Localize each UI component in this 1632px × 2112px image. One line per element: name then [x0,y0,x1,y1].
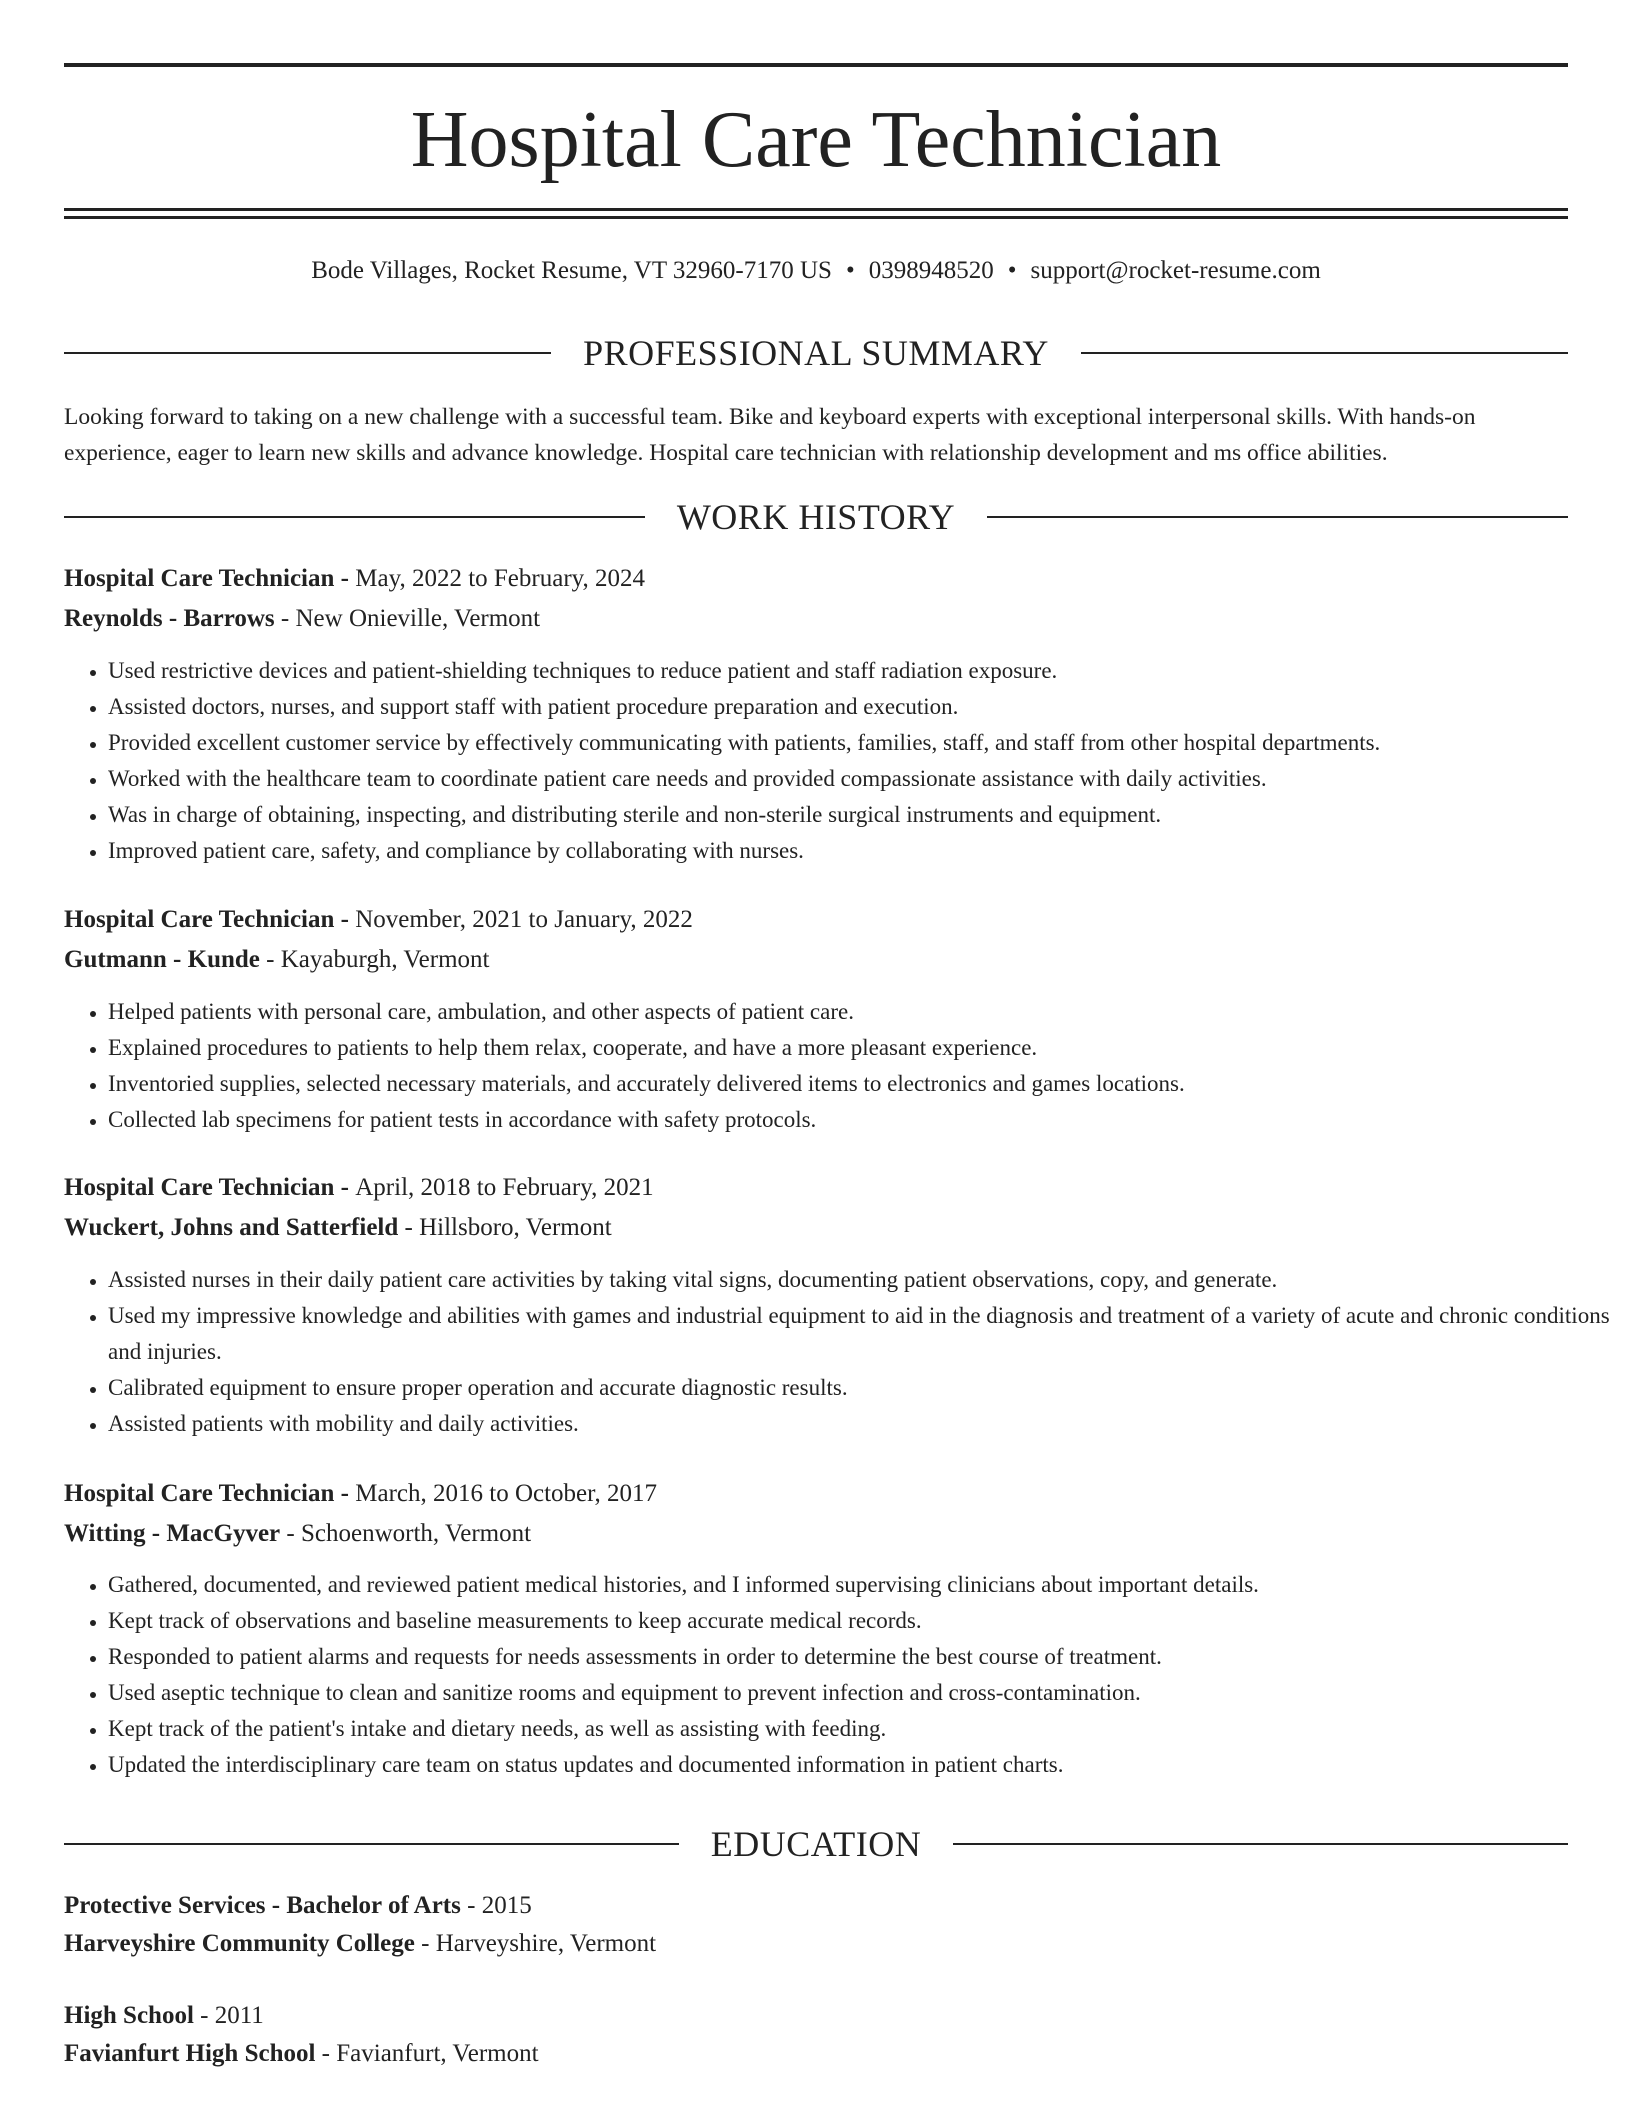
job-dates: May, 2022 to February, 2024 [355,565,646,592]
heading-rule-left [64,1843,679,1845]
job-company: Gutmann - Kunde [64,946,260,973]
list-item: • Assisted doctors, nurses, and support staff with patient procedure preparation and execution. [108,689,1612,725]
job-title-line: Hospital Care Technician - May, 2022 to February, 2024 [64,565,646,592]
job-title: Hospital Care Technician [64,1480,335,1507]
job-company-line: Reynolds - Barrows - New Onieville, Vermont [64,605,541,632]
job-company: Witting - MacGyver [64,1520,281,1547]
education-degree-line: Protective Services - Bachelor of Arts - 2015 [64,1892,532,1919]
list-item: • Assisted nurses in their daily patient care activities by taking vital signs, documenting patient observations, copy, and generate. [108,1262,1612,1298]
top-rule [64,63,1568,67]
contact-separator: • [845,257,855,284]
section-heading-education [64,1822,1568,1866]
contact-email: support@rocket-resume.com [1030,257,1321,284]
education-location: Harveyshire, Vermont [435,1930,657,1957]
list-item: • Worked with the healthcare team to coordinate patient care needs and provided compassionate assistance with daily activities. [108,761,1612,797]
list-item: • Collected lab specimens for patient tests in accordance with safety protocols. [108,1102,1612,1138]
job-dates: March, 2016 to October, 2017 [355,1480,657,1507]
education-degree-line: High School - 2011 [64,2002,264,2029]
list-item: • Helped patients with personal care, ambulation, and other aspects of patient care. [108,994,1612,1030]
education-school: Harveyshire Community College [64,1930,415,1957]
list-item: • Assisted patients with mobility and daily activities. [108,1406,1612,1442]
list-item: • Used restrictive devices and patient-shielding techniques to reduce patient and staff radiation exposure. [108,653,1612,689]
job-title-line: Hospital Care Technician - March, 2016 to October, 2017 [64,1480,657,1507]
job-dates: April, 2018 to February, 2021 [355,1174,654,1201]
job-location: Hillsboro, Vermont [419,1214,612,1241]
job-title-line: Hospital Care Technician - April, 2018 to February, 2021 [64,1174,654,1201]
list-item: • Inventoried supplies, selected necessary materials, and accurately delivered items to electronics and games locations. [108,1066,1612,1102]
heading-rule-right [987,516,1568,518]
list-item: • Provided excellent customer service by effectively communicating with patients, families, staff, and staff from other hospital departments. [108,725,1612,761]
section-heading-work [64,495,1568,539]
section-heading-label: PROFESSIONAL SUMMARY [583,333,1049,373]
contact-address: Bode Villages, Rocket Resume, VT 32960-7170 US [311,257,832,284]
education-year: 2011 [214,2002,264,2029]
job-location: New Onieville, Vermont [295,605,541,632]
job-title: Hospital Care Technician [64,906,335,933]
heading-rule-right [953,1843,1568,1845]
list-item: • Updated the interdisciplinary care team on status updates and documented information in patient charts. [108,1747,1612,1783]
education-year: 2015 [481,1892,532,1919]
list-item: • Gathered, documented, and reviewed patient medical histories, and I informed supervising clinicians about important details. [108,1567,1612,1603]
education-school-line: Harveyshire Community College - Harveyshire, Vermont [64,1930,657,1957]
heading-rule-left [64,352,551,354]
education-school-line: Favianfurt High School - Favianfurt, Vermont [64,2040,539,2067]
contact-phone: 0398948520 [868,257,994,284]
section-heading-label: WORK HISTORY [676,497,956,537]
title-double-rule-lower [64,216,1568,219]
list-item: • Used my impressive knowledge and abilities with games and industrial equipment to aid in the diagnosis and treatment of a variety of acute and chronic conditions and injuries. [108,1298,1612,1370]
education-school: Favianfurt High School [64,2040,316,2067]
list-item: • Was in charge of obtaining, inspecting, and distributing sterile and non-sterile surgical instruments and equipment. [108,797,1612,833]
job-title: Hospital Care Technician [64,565,335,592]
title-double-rule-upper [64,208,1568,211]
contact-separator: • [1007,257,1017,284]
summary-text: Looking forward to taking on a new challenge with a successful team. Bike and keyboard experts with exceptional interpersonal skills. With hands-on experience, eager to learn new skills and advance knowledge. Hospital care technician with relationship development and ms office abilities. [64,404,1476,466]
list-item: • Responded to patient alarms and requests for needs assessments in order to determine the best course of treatment. [108,1639,1612,1675]
education-location: Favianfurt, Vermont [336,2040,539,2067]
list-item: • Calibrated equipment to ensure proper operation and accurate diagnostic results. [108,1370,1612,1406]
job-title-line: Hospital Care Technician - November, 2021 to January, 2022 [64,906,693,933]
job-company-line: Gutmann - Kunde - Kayaburgh, Vermont [64,946,490,973]
job-location: Kayaburgh, Vermont [280,946,490,973]
job-location: Schoenworth, Vermont [300,1520,532,1547]
list-item: • Explained procedures to patients to help them relax, cooperate, and have a more pleasant experience. [108,1030,1612,1066]
contact-line [64,254,1568,288]
education-degree: Protective Services - Bachelor of Arts [64,1892,461,1919]
job-company: Reynolds - Barrows [64,605,275,632]
section-heading-summary [64,331,1568,375]
job-bullets [64,653,1612,869]
list-item: • Kept track of observations and baseline measurements to keep accurate medical records. [108,1603,1612,1639]
list-item: • Used aseptic technique to clean and sanitize rooms and equipment to prevent infection and cross-contamination. [108,1675,1612,1711]
list-item: • Kept track of the patient's intake and dietary needs, as well as assisting with feeding. [108,1711,1612,1747]
job-bullets [64,994,1612,1138]
job-company-line: Wuckert, Johns and Satterfield - Hillsboro, Vermont [64,1214,612,1241]
heading-rule-right [1081,352,1568,354]
job-bullets [64,1567,1612,1783]
job-title: Hospital Care Technician [64,1174,335,1201]
job-company-line: Witting - MacGyver - Schoenworth, Vermont [64,1520,532,1547]
section-heading-label: EDUCATION [710,1824,922,1864]
heading-rule-left [64,516,645,518]
page-title: Hospital Care Technician [410,96,1222,184]
job-bullets [64,1262,1612,1442]
list-item: • Improved patient care, safety, and compliance by collaborating with nurses. [108,833,1612,869]
job-company: Wuckert, Johns and Satterfield [64,1214,399,1241]
education-degree: High School [64,2002,194,2029]
job-dates: November, 2021 to January, 2022 [355,906,693,933]
